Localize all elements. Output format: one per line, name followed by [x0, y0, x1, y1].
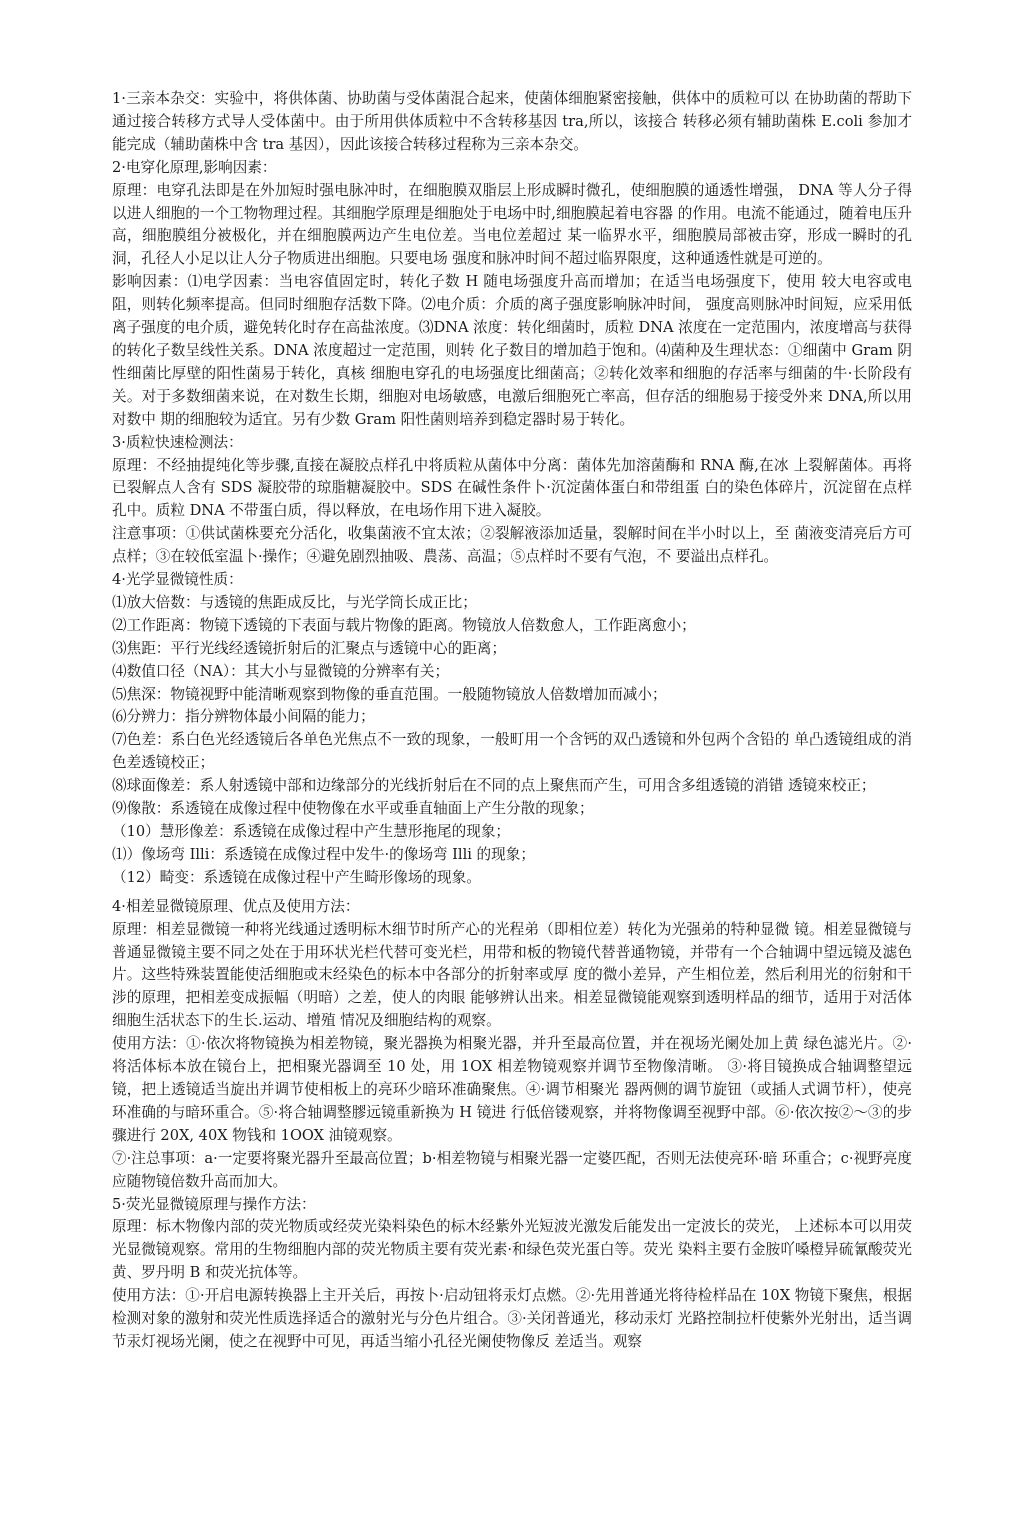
paragraph-phase-notes: ⑦·注总事项：a·一定要将聚光器升至最高位置；b·相差物镜与相聚光器一定婆匹配，否则无法使亮环·暗 环重合；c·视野亮度应随物镜倍数升高而加大。: [112, 1149, 912, 1190]
section-heading-4: 4·光学显微镜性质：: [112, 571, 243, 589]
section-heading-4b: 4·相差显微镜原理、优点及使用方法：: [112, 897, 360, 915]
section-heading-2: 2·电穿化原理,影响因素：: [112, 158, 277, 176]
list-item: ⑷数值口径（NA）：其大小与显微镜的分辨率有关；: [112, 662, 450, 680]
list-item: ⑻球面像差：系人射透镜中部和边缘部分的光线折射后在不同的点上聚焦而产生，可用含多组透镜的消错 透镜來校正；: [112, 777, 876, 795]
list-item: ⑸焦深：物镜视野中能清晰观察到物像的垂直范围。一般随物镜放人倍数增加而减小；: [112, 685, 667, 703]
list-item: （12）畸变：系透镜在成像过程屮产生畸形像场的现象。: [112, 868, 481, 886]
list-item: ⑶焦距：平行光线经透镜折射后的汇聚点与透镜中心的距离；: [112, 639, 507, 657]
document-page: [112, 88, 912, 1354]
paragraph-plasmid-principle: 原理：不经抽提纯化等步骤,直接在凝胶点样孔中将质粒从菌体中分离：菌体先加溶菌酶和 RNA 酶,在冰 上裂解菌体。再将已裂解点人含有 SDS 凝胶带的琼脂糖凝胶中。SDS 在碱性条件卜·沉淀菌体蛋白和带组蛋 白的染色体碎片，沉淀留在点样孔中。质粒 DNA 不带蛋白质，得以释放，在电场作用下进入凝胶。: [112, 456, 912, 520]
paragraph-phase-usage: 使用方法：①·依次将物镜换为相差物镜，聚光器换为相聚光器，并升至最高位置，并在视场光阑处加上黄 绿色滤光片。②·将活体标本放在镜台上，把相聚光器调至 10 处，用 1OX 相差物镜观察并调节至物像清晰。 ③·将目镜换成合轴调整望远镜，把上透镜适当旋出并调节使相板上的亮环少暗环准确聚焦。④·调节相聚光 器两侧的调节旋钮（或插人式调节杆），使亮环准确的与暗环重合。⑤·将合轴调整膠远镜重新换为 H 镜进 行低倍镂观察，并将物像调至视野中部。⑥·依次按②〜③的步骤进行 20X, 40X 物钱和 1OOX 油镜观察。: [112, 1035, 912, 1144]
list-item: ⑴放大倍数：与透镜的焦距成反比，与光学筒长成正比；: [112, 593, 477, 611]
paragraph-phase-principle: 原理：相差显微镜一种将光线通过透明标木细节时所产心的光程弟（即相位差）转化为光强弟的特种显微 镜。相差显微镜与普通显微镜主要不同之处在于用环状光栏代替可变光栏，用带和板的物镜代替普通物镜，并带有一个合轴调中望远镜及滤色片。这些特殊装置能使活细胞或末经染色的标本中各部分的折射率或厚 度的微小差异，产生相位差，然后利用光的衍射和干涉的原理，把相差变成振幅（明暗）之差，使人的肉眼 能够辨认出来。相差显微镜能观察到透明样品的细节，适用于对活体细胞生活状态下的生长.运动、增殖 情况及细胞结构的观察。: [112, 920, 912, 1030]
paragraph-plasmid-notes: 注意事项：①供试菌株要充分活化，收集菌液不宜太浓；②裂解液添加适量，裂解时间在半小时以上，至 菌液变清亮后方可点样；③在较低室温卜·操作；④避免剧烈抽吸、農荡、高温；⑤点样时不要有气泡，不 要溢出点样孔。: [112, 525, 912, 566]
paragraph-fluorescence-usage: 使用方法：①·开启电源转换器上主开关后，再按卜·启动钮将汞灯点燃。②·先用普通光将待检样品在 10X 物镜下聚焦，根据检测对象的激射和荧光性质选择适合的激射光与分色片组合。③·关闭普通光，移动汞灯 光路控制拉杆使紫外光射出，适当调节汞灯视场光阑，使之在视野中可见，再适当缩小孔径光阑使物像反 差适当。观察: [112, 1287, 912, 1350]
list-item: ⑺色差：系白色光经透镜后各单色光焦点不一致的现象，一般町用一个含钙的双凸透镜和外包两个含铅的 单凸透镜组成的消色差透镜校正；: [112, 731, 912, 772]
section-heading-3: 3·质粒快速检测法：: [112, 433, 243, 451]
list-item: （10）慧形像差：系透镜在成像过程中产生慧形拖尾的现象；: [112, 823, 511, 840]
paragraph-fluorescence-principle: 原理：标木物像内部的荧光物质或经荧光染料染色的标木经紫外光短波光激发后能发出一定波长的荧光， 上述标本可以用荧光显微镜观察。常用的生物细胞内部的荧光物质主要有荧光素·和绿色荧光蛋白等。荧光 染料主要冇金胺吖嗓橙异硫氰酸荧光黄、罗丹明 B 和荧光抗体等。: [112, 1218, 912, 1282]
paragraph-electroporation-principle: 原理：电穿孔法即是在外加短时强电脉冲时，在细胞膜双脂层上形成瞬时微孔，使细胞膜的通透性增强， DNA 等人分子得以进人细胞的一个工物物理过程。其细胞学原理是细胞处于电场中时,细胞膜起着电容器 的作用。电流不能通过，随着电压升高，细胞膜组分被极化，并在细胞膜两边产生电位差。当电位差超过 某一临界水平，细胞膜局部被击穿，形成一瞬时的孔洞，孔径人小足以让人分子物质进出细胞。只要电场 强度和脉冲时间不超过临界限度，这种通透性就是可逆的。: [112, 181, 912, 268]
list-item: ⑵工作距离：物镜下透镜的下表面与载片物像的距离。物镜放人倍数愈人，工作距离愈小；: [112, 616, 696, 634]
paragraph-electroporation-factors: 影响因素：⑴电学因素：当电容值固定时，转化子数 H 随电场强度升高而增加；在适当电场强度下，使用 较大电容或电阻，则转化频率提高。但同时细胞存活数下降。⑵电介质：介质的离子强度影响脉冲时间， 强度高则脉冲时间短，应采用低离子强度的电介质，避免转化时存在高盐浓度。⑶DNA 浓度：转化细菌时，质粒 DNA 浓度在一定范围内，浓度增高与获得的转化子数呈线性关系。DNA 浓度超过一定范围，则转 化子数目的增加趋于饱和。⑷菌种及生理状态：①细菌中 Gram 阴性细菌比厚壁的阳性菌易于转化，真核 细胞电穿孔的电场强度比细菌高；②转化效率和细胞的存活率与细菌的牛·长阶段有关。对于多数细菌来说，在对数生长期，细胞对电场敏感，电激后细胞死亡率高，但存活的细胞易于接受外来 DNA,所以用对数中 期的细胞较为适宜。另有少数 Gram 阳性菌则培养到稳定器时易于转化。: [112, 273, 912, 428]
paragraph-1: 1·三亲本杂交：实验中，将供体菌、协助菌与受体菌混合起来，使菌体细胞紧密接触，供体中的质粒可以 在协助菌的帮助下通过接合转移方式导人受体菌中。由于所用供体质粒中不含转移基因 tra,所以，该接合 转移必须有辅助菌株 E.coli 参加才能完成（辅助菌株中含 tra 基因），因此该接合转移过程称为三亲本杂交。: [112, 90, 912, 153]
section-heading-5: 5·荧光显微镜原理与操作方法：: [112, 1195, 316, 1213]
list-item: ⑼像散：系透镜在成像过程中使物像在水平或垂直轴面上产生分散的现象；: [112, 800, 594, 818]
list-item: ⑹分辨力：指分辨物体最小间隔的能力；: [112, 708, 375, 726]
list-item: ⑴）像场弯 Illi：系透镜在成像过程中发牛·的像场弯 Illi 的现象；: [112, 845, 535, 863]
